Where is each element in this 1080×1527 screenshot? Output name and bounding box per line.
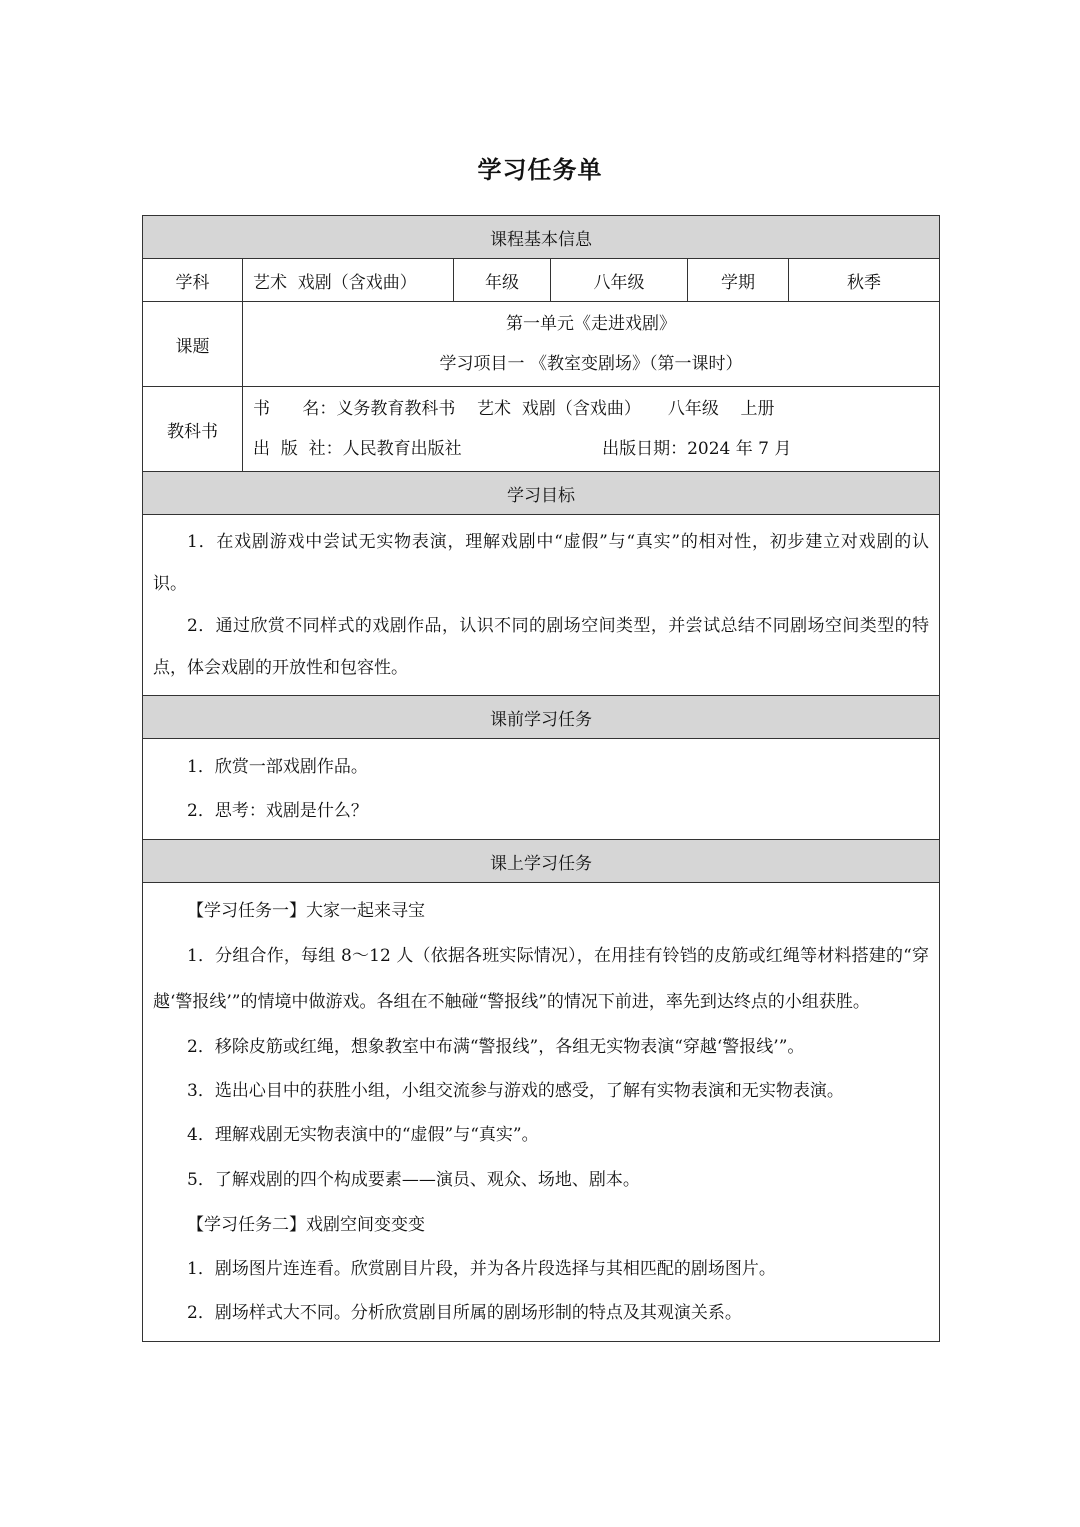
- task2-title: 【学习任务二】戏剧空间变变变: [187, 1215, 425, 1235]
- topic-label: 课题: [143, 302, 243, 387]
- task1-item: 2．移除皮筋或红绳，想象教室中布满“警报线”，各组无实物表演“穿越‘警报线’”。: [187, 1037, 805, 1057]
- task1-item: 5．了解戏剧的四个构成要素——演员、观众、场地、剧本。: [187, 1170, 640, 1190]
- section-header-pre-class: 课前学习任务: [143, 696, 940, 739]
- task-sheet-table: [142, 215, 940, 1342]
- task1-item: 1．分组合作，每组 8～12 人（依据各班实际情况），在用挂有铃铛的皮筋或红绳等材料搭建的“穿越‘警报线’”的情境中做游戏。各组在不触碰“警报线”的情况下前进，率先到达终点的小组获胜。: [153, 946, 929, 1012]
- topic-project: 学习项目一 《教室变剧场》（第一课时）: [439, 354, 743, 374]
- grade-value: 八年级: [551, 259, 688, 302]
- in-class-content: [143, 883, 940, 1342]
- objectives-content: [143, 515, 940, 696]
- section-header-objectives: 学习目标: [143, 472, 940, 515]
- grade-label: 年级: [454, 259, 551, 302]
- term-value: 秋季: [789, 259, 940, 302]
- subject-label: 学科: [143, 259, 243, 302]
- topic-value: [243, 302, 940, 387]
- subject-value: 艺术 戏剧（含戏曲）: [243, 259, 454, 302]
- pre-class-item: 1．欣赏一部戏剧作品。: [187, 757, 368, 777]
- textbook-title: 书 名：义务教育教科书 艺术 戏剧（含戏曲） 八年级 上册: [253, 399, 775, 419]
- task1-item: 3．选出心目中的获胜小组，小组交流参与游戏的感受，了解有实物表演和无实物表演。: [187, 1081, 844, 1101]
- task2-item: 2．剧场样式大不同。分析欣赏剧目所属的剧场形制的特点及其观演关系。: [187, 1303, 742, 1323]
- pre-class-item: 2．思考：戏剧是什么？: [187, 801, 368, 821]
- textbook-value: [243, 387, 940, 472]
- objective-item: 1．在戏剧游戏中尝试无实物表演，理解戏剧中“虚假”与“真实”的相对性，初步建立对戏剧的认识。: [153, 532, 929, 594]
- textbook-label: 教科书: [143, 387, 243, 472]
- task1-title: 【学习任务一】大家一起来寻宝: [187, 901, 425, 921]
- objective-item: 2．通过欣赏不同样式的戏剧作品，认识不同的剧场空间类型，并尝试总结不同剧场空间类型的特点，体会戏剧的开放性和包容性。: [153, 616, 929, 678]
- section-header-in-class: 课上学习任务: [143, 840, 940, 883]
- topic-unit: 第一单元《走进戏剧》: [506, 314, 676, 334]
- page-title: 学习任务单: [477, 156, 603, 184]
- term-label: 学期: [688, 259, 789, 302]
- section-header-basic-info: 课程基本信息: [143, 216, 940, 259]
- task1-item: 4．理解戏剧无实物表演中的“虚假”与“真实”。: [187, 1125, 539, 1145]
- pre-class-content: [143, 739, 940, 840]
- textbook-publisher: 出 版 社：人民教育出版社 出版日期：2024 年 7 月: [253, 439, 792, 459]
- task2-item: 1．剧场图片连连看。欣赏剧目片段，并为各片段选择与其相匹配的剧场图片。: [187, 1259, 776, 1279]
